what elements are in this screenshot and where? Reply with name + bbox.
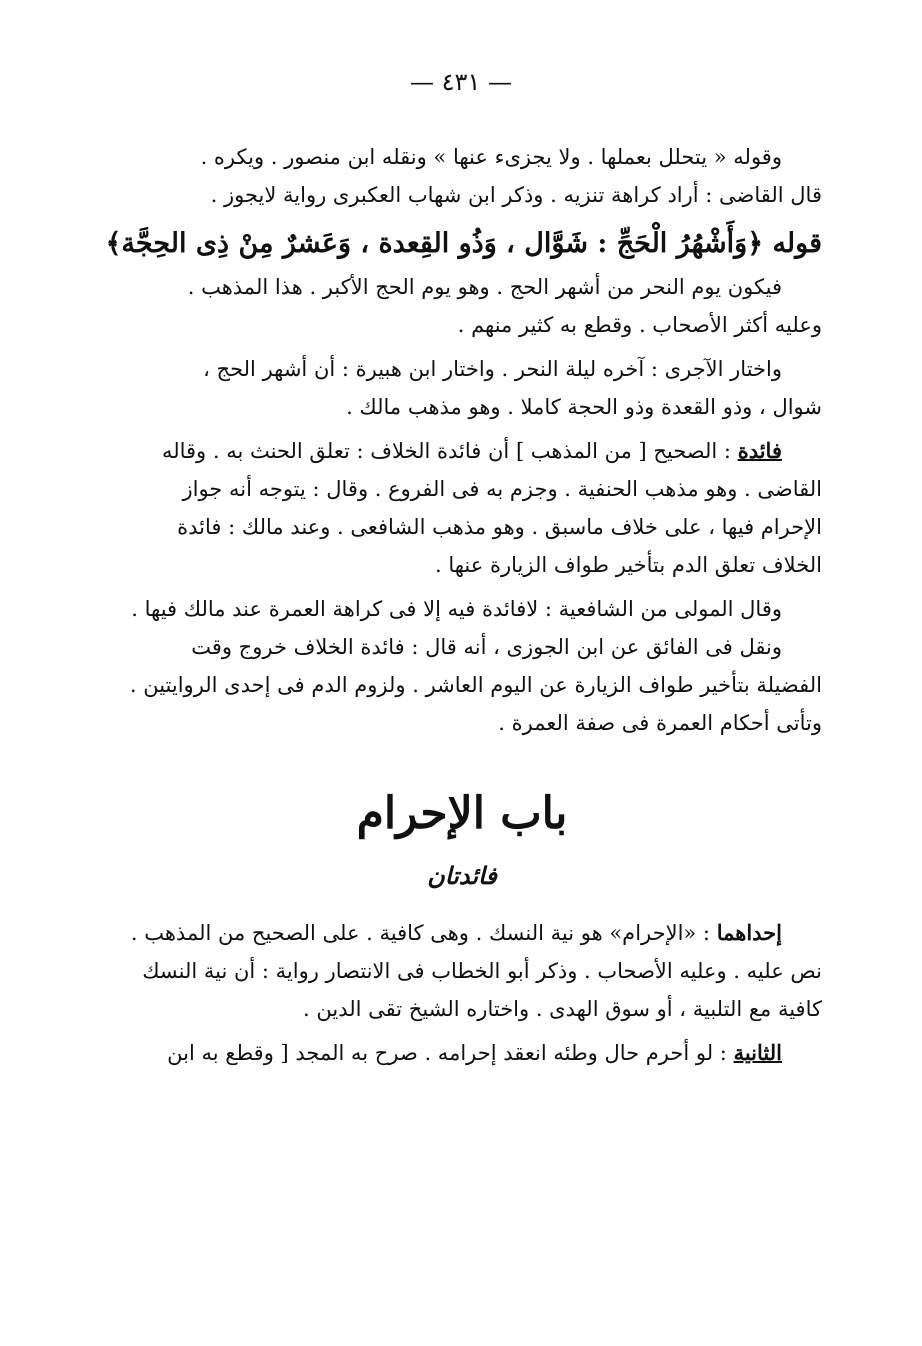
- page-body: [102, 138, 822, 1072]
- text-line: نص عليه . وعليه الأصحاب . وذكر أبو الخطاب فى الانتصار رواية : أن نية النسك: [142, 959, 822, 983]
- note-heading: الثانية: [733, 1040, 782, 1065]
- note-text: : «الإحرام» هو نية النسك . وهى كافية . على الصحيح من المذهب .: [130, 921, 711, 945]
- text-line: واختار الآجرى : آخره ليلة النحر . واختار ابن هبيرة : أن أشهر الحج ،: [203, 357, 782, 381]
- note-heading: فائدة: [737, 438, 782, 463]
- chapter-subtitle: فائدتان: [427, 861, 497, 890]
- text-line: الخلاف تعلق الدم بتأخير طواف الزيارة عنها .: [435, 553, 822, 577]
- text-line: القاضى . وهو مذهب الحنفية . وجزم به فى الفروع . وقال : يتوجه أنه جواز: [182, 477, 822, 501]
- text-line: قال القاضى : أراد كراهة تنزيه . وذكر ابن شهاب العكبرى رواية لايجوز .: [210, 183, 822, 207]
- text-line: وتأتى أحكام العمرة فى صفة العمرة .: [498, 711, 822, 735]
- note-text: : لو أحرم حال وطئه انعقد إحرامه . صرح به المجد [ وقطع به ابن: [167, 1041, 727, 1065]
- text-line: الفضيلة بتأخير طواف الزيارة عن اليوم العاشر . ولزوم الدم فى إحدى الروايتين .: [129, 673, 822, 697]
- verse-lead: قوله: [772, 228, 822, 259]
- text-line: شوال ، وذو القعدة وذو الحجة كاملا . وهو مذهب مالك .: [346, 395, 822, 419]
- text-line: وعليه أكثر الأصحاب . وقطع به كثير منهم .: [457, 313, 822, 337]
- text-line: [102, 432, 822, 470]
- text-line: [102, 1034, 822, 1072]
- text-line: [102, 914, 822, 952]
- quoted-verse-line: [102, 220, 822, 268]
- verse-quote: ﴿وَأَشْهُرُ الْحَجِّ : شَوَّال ، وَذُو القِعدة ، وَعَشرٌ مِنْ ذِى الحِجَّة﴾: [105, 228, 764, 259]
- text-line: كافية مع التلبية ، أو سوق الهدى . واختاره الشيخ تقى الدين .: [303, 997, 822, 1021]
- text-line: فيكون يوم النحر من أشهر الحج . وهو يوم الحج الأكبر . هذا المذهب .: [187, 275, 782, 299]
- text-line: وقوله « يتحلل بعملها . ولا يجزىء عنها » ونقله ابن منصور . ويكره .: [200, 145, 782, 169]
- chapter-title: باب الإحرام: [356, 788, 568, 839]
- text-line: الإحرام فيها ، على خلاف ماسبق . وهو مذهب الشافعى . وعند مالك : فائدة: [177, 515, 822, 539]
- page-number: — ٤٣١ —: [410, 68, 512, 96]
- note-heading: إحداهما: [716, 920, 782, 945]
- text-line: وقال المولى من الشافعية : لافائدة فيه إلا فى كراهة العمرة عند مالك فيها .: [131, 597, 782, 621]
- note-text: : الصحيح [ من المذهب ] أن فائدة الخلاف : تعلق الحنث به . وقاله: [161, 439, 731, 463]
- text-line: ونقل فى الفائق عن ابن الجوزى ، أنه قال : فائدة الخلاف خروج وقت: [191, 635, 782, 659]
